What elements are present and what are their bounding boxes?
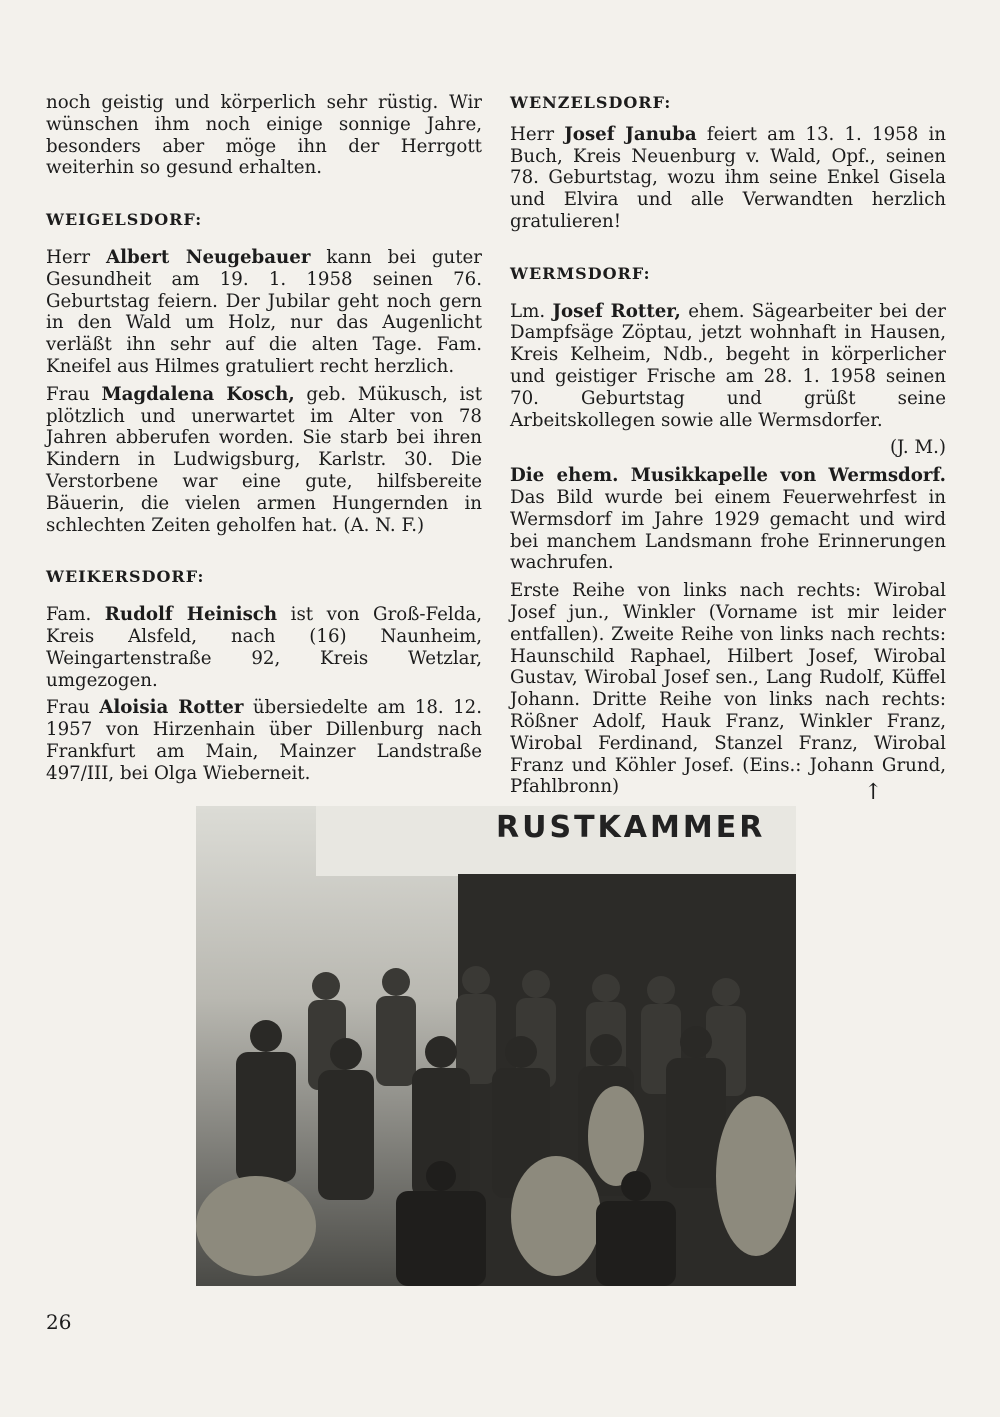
weikersdorf-paragraph-2: Frau Aloisia Rotter übersiedelte am 18. 12. 1957 von Hirzenhain über Dillenburg nach Frankfurt am Main, Mainzer Landstraße 497/III, bei Olga Wieberneit. xyxy=(46,697,483,784)
weigelsdorf-paragraph-2: Frau Magdalena Kosch, geb. Mükusch, ist plötzlich und unerwartet im Alter von 78 Jahren abberufen worden. Sie starb bei ihren Kindern in Ludwigsburg, Karlstr. 30. Die Verstorbene war eine gute, hilfsbereite Bäuerin, die vielen armen Hungernden in schlechten Zeiten geholfen hat. (A. N. F.) xyxy=(46,383,483,536)
weigelsdorf-paragraph-1: Herr Albert Neugebauer kann bei guter Gesundheit am 19. 1. 1958 seinen 76. Geburtstag feiern. Der Jubilar geht noch gern in den Wald um Holz, nur das Augenlicht verläßt ihn sehr auf die alten Tage. Fam. Kneifel aus Hilmes gratuliert recht herzlich. xyxy=(46,246,483,377)
page-number: 26 xyxy=(46,1310,72,1334)
wenzelsdorf-paragraph: Herr Josef Januba feiert am 13. 1. 1958 in Buch, Kreis Neuenburg v. Wald, Opf., seinen 78. Geburtstag, wozu ihm seine Enkel Gisela und Elvira und alle Verwandten herzlich gratulieren! xyxy=(510,123,947,232)
arrow-up-icon: ↑ xyxy=(864,780,883,805)
band-members-silhouettes xyxy=(196,966,796,1286)
heading-weikersdorf: WEIKERSDORF: xyxy=(46,567,205,587)
heading-weigelsdorf: WEIGELSDORF: xyxy=(46,210,203,230)
right-column xyxy=(510,92,946,804)
intro-paragraph: noch geistig und körperlich sehr rüstig. Wir wünschen ihm noch einige sonnige Jahre, besonders aber möge ihn der Herrgott weiterhin so gesund erhalten. xyxy=(46,92,482,179)
band-photo xyxy=(196,806,796,1286)
weikersdorf-paragraph-1: Fam. Rudolf Heinisch ist von Groß-Felda, Kreis Alsfeld, nach (16) Naunheim, Weingartenstraße 92, Kreis Wetzlar, umgezogen. xyxy=(46,604,482,691)
wermsdorf-paragraph-1: Lm. Josef Rotter, ehem. Sägearbeiter bei der Dampfsäge Zöptau, jetzt wohnhaft in Hausen, Kreis Kelheim, Ndb., begeht in körperlicher und geistiger Frische am 28. 1. 1958 seinen 70. Geburtstag und grüßt seine Arbeitskollegen sowie alle Wermsdorfer. xyxy=(510,300,946,431)
wermsdorf-signature: (J. M.) xyxy=(889,437,946,459)
left-column xyxy=(46,92,482,791)
wermsdorf-paragraph-3: Erste Reihe von links nach rechts: Wirobal Josef jun., Winkler (Vorname ist mir leider entfallen). Zweite Reihe von links nach rechts: Haunschild Raphael, Hilbert Josef, Wirobal Gustav, Wirobal Josef sen., Lang Rudolf, Küffel Johann. Dritte Reihe von links nach rechts: Rößner Adolf, Hauk Franz, Winkler Franz, Wirobal Ferdinand, Stanzel Franz, Wirobal Franz und Köhler Josef. (Eins.: Johann Grund, Pfahlbronn) xyxy=(510,580,946,798)
wermsdorf-paragraph-2: Die ehem. Musikkapelle von Wermsdorf. Das Bild wurde bei einem Feuerwehrfest in Wermsdorf im Jahre 1929 gemacht und wird bei manchem Landsmann frohe Erinnerungen wachrufen. xyxy=(510,465,946,574)
heading-wermsdorf: WERMSDORF: xyxy=(510,263,651,283)
photo-sign: RUSTKAMMER xyxy=(496,810,766,845)
heading-wenzelsdorf: WENZELSDORF: xyxy=(510,93,672,112)
